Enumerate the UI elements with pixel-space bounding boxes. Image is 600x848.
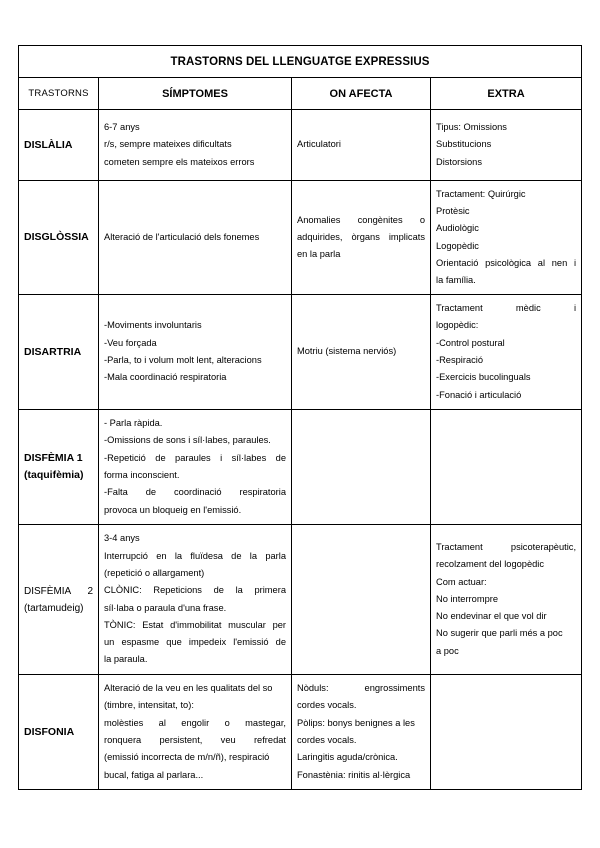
symptom-line: provoca un bloqueig en l'emissió. <box>104 504 242 515</box>
extra-cell <box>431 181 582 295</box>
symptom-line: CLÒNIC: Repeticions de la primera <box>104 585 286 596</box>
symptom-line: bucal, fatiga al parlara... <box>104 769 204 780</box>
table-row <box>19 525 582 675</box>
extra-line: Orientació psicològica al nen i <box>436 257 577 268</box>
symptom-line: -Mala coordinació respiratoria <box>104 372 227 383</box>
disorder-name <box>19 410 99 525</box>
symptoms-cell <box>99 525 292 675</box>
affects-line: Nòduls: engrossiments <box>297 683 425 694</box>
extra-line: a poc <box>436 645 459 656</box>
symptom-line: Alteració de l'articulació dels fonemes <box>104 231 260 242</box>
extra-line: Com actuar: <box>436 576 487 587</box>
disorder-name-line: DISFONIA <box>24 725 75 738</box>
table-row <box>19 295 582 410</box>
extra-line: Distorsions <box>436 156 482 167</box>
symptom-line: (timbre, intensitat, to): <box>104 700 194 711</box>
disorder-name-line: DISARTRIA <box>24 345 82 358</box>
affects-line: Anomalies congènites o <box>297 214 425 225</box>
extra-line: No sugerir que parli més a poc <box>436 628 563 639</box>
extra-cell <box>431 675 582 790</box>
extra-line: logopèdic: <box>436 320 479 331</box>
symptom-line: -Moviments involuntaris <box>104 320 202 331</box>
extra-line: recolzament del logopèdic <box>436 559 545 570</box>
symptoms-cell <box>99 295 292 410</box>
symptom-line: (repetició o allargament) <box>104 567 205 578</box>
extra-line: Tractament mèdic i <box>436 303 577 314</box>
extra-line: -Respiració <box>436 355 484 365</box>
extra-line: Audiològic <box>436 223 479 234</box>
affects-line: en la parla <box>297 249 341 260</box>
affects-line: adquirides, òrgans implicats <box>297 231 425 242</box>
header-affects: ON AFECTA <box>292 78 431 110</box>
disorder-name-line: (tartamudeig) <box>24 602 84 614</box>
affects-line: Fonastènia: rinitis al·lèrgica <box>297 769 411 780</box>
extra-line: Tipus: Omissions <box>436 122 507 133</box>
symptom-line: - Parla ràpida. <box>104 418 163 429</box>
symptom-line: (emissió incorrecta de m/n/ñ), respiració <box>104 752 270 763</box>
disorder-name <box>19 295 99 410</box>
disorder-name <box>19 110 99 181</box>
extra-line: -Exercicis bucolinguals <box>436 372 531 383</box>
affects-cell <box>292 181 431 295</box>
header-extra: EXTRA <box>431 78 582 110</box>
extra-cell <box>431 410 582 525</box>
disorders-table <box>18 45 582 790</box>
disorder-name-line: DISLÀLIA <box>24 138 73 151</box>
disorder-name-line: DISFÈMIA 2 <box>24 585 93 597</box>
symptom-line: r/s, sempre mateixes dificultats <box>104 139 232 150</box>
extra-line: Logopèdic <box>436 240 479 251</box>
symptom-line: molèsties al engolir o mastegar, <box>104 717 286 728</box>
affects-cell <box>292 295 431 410</box>
table-header-row <box>19 78 582 110</box>
disorder-name-line: DISGLÒSSIA <box>24 231 89 243</box>
affects-cell <box>292 525 431 675</box>
extra-line: la família. <box>436 275 476 286</box>
extra-line: No endevinar el que vol dir <box>436 611 547 622</box>
symptom-line: un espasme que impedeix l'emissió de <box>104 637 286 648</box>
extra-cell <box>431 295 582 410</box>
extra-cell <box>431 110 582 181</box>
affects-line: Articulatori <box>297 139 341 150</box>
symptom-line: -Falta de coordinació respiratoria <box>104 487 286 498</box>
affects-line: cordes vocals. <box>297 700 357 711</box>
table-row <box>19 181 582 295</box>
symptom-line: la paraula. <box>104 654 148 665</box>
symptoms-cell <box>99 110 292 181</box>
symptom-line: síl·laba o paraula d'una frase. <box>104 602 227 613</box>
symptoms-cell <box>99 410 292 525</box>
disorder-name <box>19 675 99 790</box>
symptom-line: TÒNIC: Estat d'immobilitat muscular per <box>104 619 286 630</box>
extra-line: -Fonació i articulació <box>436 389 522 400</box>
table-row <box>19 410 582 525</box>
extra-line: Tractament: Quirúrgic <box>436 188 526 199</box>
disorder-name-line: DISFÈMIA 1 <box>24 452 83 464</box>
extra-line: No interrompre <box>436 593 499 604</box>
header-symptoms: SÍMPTOMES <box>99 78 292 110</box>
symptom-line: -Veu forçada <box>104 337 157 348</box>
affects-line: Pòlips: bonys benignes a les <box>297 717 415 728</box>
extra-line: Tractament psicoterapèutic, <box>436 541 577 552</box>
affects-line: Motriu (sistema nerviós) <box>297 346 397 357</box>
header-disorders: TRASTORNS <box>19 78 99 110</box>
symptom-line: 6-7 anys <box>104 122 140 133</box>
symptom-line: Alteració de la veu en les qualitats del so <box>104 683 273 694</box>
affects-line: cordes vocals. <box>297 735 357 745</box>
disorder-name-line: (taquifèmia) <box>24 469 84 481</box>
table-title: TRASTORNS DEL LLENGUATGE EXPRESSIUS <box>19 46 582 78</box>
symptom-line: ronquera persistent, veu refredat <box>104 735 286 745</box>
table-row <box>19 110 582 181</box>
symptom-line: -Repetició de paraules i síl·labes de <box>104 452 286 463</box>
disorder-name <box>19 525 99 675</box>
affects-line: Laringitis aguda/crònica. <box>297 752 398 763</box>
extra-cell <box>431 525 582 675</box>
symptoms-cell <box>99 675 292 790</box>
extra-line: Protèsic <box>436 205 470 216</box>
symptom-line: -Omissions de sons i síl·labes, paraules. <box>104 435 271 446</box>
table-title-row <box>19 46 582 78</box>
table-row <box>19 675 582 790</box>
symptom-line: -Parla, to i volum molt lent, alteracions <box>104 355 262 365</box>
symptom-line: cometen sempre els mateixos errors <box>104 156 255 167</box>
symptom-line: 3-4 anys <box>104 533 140 544</box>
extra-line: -Control postural <box>436 337 505 348</box>
affects-cell <box>292 675 431 790</box>
symptom-line: forma inconscient. <box>104 470 180 480</box>
symptom-line: Interrupció en la fluïdesa de la parla <box>104 550 286 561</box>
affects-cell <box>292 110 431 181</box>
symptoms-cell <box>99 181 292 295</box>
affects-cell <box>292 410 431 525</box>
disorder-name <box>19 181 99 295</box>
extra-line: Substitucions <box>436 139 492 150</box>
